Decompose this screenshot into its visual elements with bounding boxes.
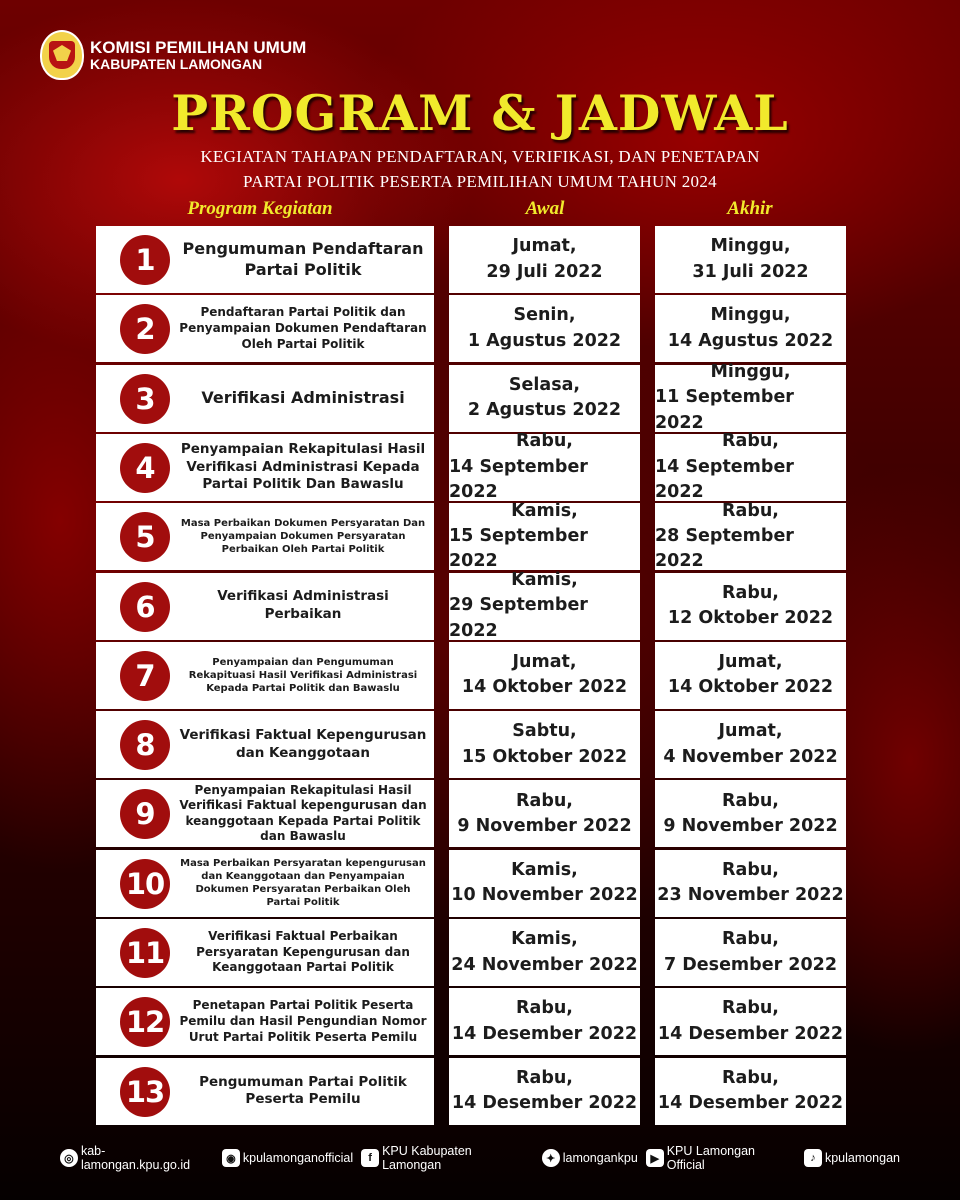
footer-facebook[interactable] (361, 1144, 534, 1172)
org-region: KABUPATEN LAMONGAN (90, 55, 263, 72)
akhir-cell (655, 988, 846, 1055)
awal-cell (449, 500, 640, 572)
akhir-date: 4 November 2022 (663, 746, 838, 767)
akhir-date: 14 Desember 2022 (657, 1023, 844, 1044)
table-row (96, 711, 846, 778)
awal-date: 9 November 2022 (457, 815, 632, 836)
akhir-date: 14 Desember 2022 (657, 1093, 844, 1114)
akhir-cell (655, 1058, 846, 1125)
step-number-badge: 1 (120, 235, 170, 285)
table-row (96, 919, 846, 986)
footer (60, 1144, 900, 1172)
awal-cell (449, 919, 640, 986)
akhir-date: 14 September 2022 (655, 456, 794, 503)
awal-day: Jumat, (512, 236, 577, 257)
awal-date: 15 Oktober 2022 (461, 746, 628, 767)
akhir-date: 12 Oktober 2022 (667, 608, 834, 628)
facebook-icon: f (361, 1149, 379, 1167)
step-number-badge: 5 (120, 512, 170, 562)
akhir-cell (655, 573, 846, 640)
table-row (96, 780, 846, 847)
awal-day: Kamis, (511, 569, 578, 590)
awal-date: 1 Agustus 2022 (467, 330, 622, 351)
step-number-badge: 8 (120, 720, 170, 770)
awal-day: Kamis, (511, 929, 578, 950)
akhir-cell (655, 500, 846, 572)
akhir-date: 9 November 2022 (663, 815, 838, 836)
awal-day: Rabu, (516, 431, 573, 452)
program-cell (96, 503, 434, 570)
footer-twitter[interactable] (542, 1149, 638, 1167)
program-text: Verifikasi Administrasi Perbaikan (217, 588, 389, 622)
program-cell (96, 850, 434, 917)
footer-tiktok[interactable] (804, 1149, 900, 1167)
program-text: Verifikasi Faktual Perbaikan Persyaratan Kepengurusan dan Keanggotaan Partai Politik (196, 929, 410, 975)
awal-date: 29 Juli 2022 (486, 261, 603, 282)
awal-cell (449, 365, 640, 432)
akhir-date: 23 November 2022 (657, 885, 844, 906)
awal-cell (449, 780, 640, 847)
table-row (96, 295, 846, 362)
table-row (96, 226, 846, 293)
step-number-badge: 3 (120, 374, 170, 424)
program-cell (96, 919, 434, 986)
program-text: Pendaftaran Partai Politik dan Penyampaian Dokumen Pendaftaran Oleh Partai Politik (179, 305, 427, 351)
instagram-text: kpulamonganofficial (242, 1151, 354, 1165)
step-number-badge: 2 (120, 304, 170, 354)
akhir-cell (655, 226, 846, 293)
program-cell (96, 434, 434, 501)
table-row (96, 431, 846, 503)
page-title: PROGRAM & JADWAL (171, 84, 789, 142)
akhir-date: 14 Oktober 2022 (667, 677, 834, 698)
program-text: Verifikasi Administrasi (201, 387, 405, 407)
akhir-date: 31 Juli 2022 (692, 261, 809, 282)
table-row (96, 569, 846, 641)
program-cell (96, 642, 434, 709)
akhir-cell (655, 642, 846, 709)
program-text: Penyampaian Rekapitulasi Hasil Verifikasi Faktual kepengurusan dan keanggotaan Kepada Partai Politik dan Bawaslu (179, 782, 427, 844)
awal-date: 14 Desember 2022 (451, 1023, 638, 1044)
awal-day: Rabu, (516, 790, 573, 811)
akhir-cell (655, 362, 846, 433)
awal-cell (449, 642, 640, 709)
akhir-cell (655, 295, 846, 362)
akhir-day: Minggu, (710, 236, 791, 257)
akhir-day: Minggu, (710, 305, 791, 326)
step-number-badge: 7 (120, 651, 170, 701)
akhir-day: Jumat, (718, 651, 783, 672)
step-number-badge: 4 (120, 443, 170, 493)
awal-date: 2 Agustus 2022 (467, 400, 622, 421)
program-cell (96, 780, 434, 847)
awal-cell (449, 431, 640, 503)
footer-website[interactable] (60, 1144, 214, 1172)
table-row (96, 1058, 846, 1125)
awal-date: 14 September 2022 (449, 456, 588, 503)
akhir-cell (655, 850, 846, 917)
awal-day: Sabtu, (512, 721, 577, 742)
akhir-day: Minggu, (710, 362, 791, 383)
akhir-day: Rabu, (722, 582, 779, 603)
footer-youtube[interactable] (646, 1144, 796, 1172)
akhir-day: Rabu, (722, 790, 779, 811)
program-cell (96, 573, 434, 640)
program-text: Penyampaian dan Pengumuman Rekapituasi Hasil Verifikasi Administrasi Kepada Partai Politik dan Bawaslu (188, 656, 418, 694)
subtitle-line2: PARTAI POLITIK PESERTA PEMILIHAN UMUM TAHUN 2024 (243, 172, 717, 191)
instagram-icon: ◉ (222, 1149, 240, 1167)
step-number-badge: 10 (120, 859, 170, 909)
akhir-cell (655, 711, 846, 778)
youtube-text: KPU Lamongan Official (666, 1144, 755, 1172)
awal-cell (449, 295, 640, 362)
awal-date: 14 Desember 2022 (451, 1093, 638, 1114)
akhir-date: 14 Agustus 2022 (667, 330, 834, 351)
website-text: kab-lamongan.kpu.go.id (80, 1144, 191, 1172)
table-row (96, 362, 846, 433)
footer-instagram[interactable] (222, 1149, 353, 1167)
brand (40, 30, 306, 80)
akhir-day: Rabu, (722, 500, 779, 521)
awal-day: Jumat, (512, 651, 577, 672)
table-row (96, 500, 846, 572)
akhir-cell (655, 919, 846, 986)
table-row (96, 642, 846, 709)
awal-day: Rabu, (516, 1067, 573, 1088)
awal-day: Rabu, (516, 998, 573, 1019)
twitter-text: lamongankpu (562, 1151, 638, 1165)
akhir-date: 11 September 2022 (655, 387, 794, 433)
tiktok-text: kpulamongan (824, 1151, 900, 1165)
akhir-date: 7 Desember 2022 (663, 954, 837, 975)
akhir-date: 28 September 2022 (655, 526, 794, 572)
awal-day: Senin, (513, 305, 576, 326)
program-cell (96, 988, 434, 1055)
awal-day: Selasa, (508, 374, 581, 395)
step-number-badge: 6 (120, 582, 170, 632)
awal-day: Kamis, (511, 500, 578, 521)
program-text: Pengumuman Partai Politik Peserta Pemilu (199, 1073, 407, 1108)
org-name: KOMISI PEMILIHAN UMUM (90, 37, 307, 57)
awal-date: 29 September 2022 (449, 595, 588, 641)
program-text: Pengumuman Pendaftaran Partai Politik (182, 238, 424, 279)
subtitle-line1: KEGIATAN TAHAPAN PENDAFTARAN, VERIFIKASI, DAN PENETAPAN (200, 147, 760, 166)
awal-date: 14 Oktober 2022 (461, 677, 628, 698)
twitter-icon: ✦ (542, 1149, 560, 1167)
awal-date: 15 September 2022 (449, 526, 588, 572)
awal-cell (449, 711, 640, 778)
table-row (96, 850, 846, 917)
program-cell (96, 365, 434, 432)
awal-cell (449, 988, 640, 1055)
awal-cell (449, 850, 640, 917)
awal-cell (449, 1058, 640, 1125)
facebook-text: KPU Kabupaten Lamongan (382, 1144, 472, 1172)
column-header-akhir: Akhir (727, 198, 773, 219)
program-cell (96, 295, 434, 362)
brand-text (90, 39, 306, 72)
column-header-awal: Awal (525, 198, 565, 219)
youtube-icon: ▶ (646, 1149, 664, 1167)
table-row (96, 988, 846, 1055)
awal-cell (449, 569, 640, 641)
program-cell (96, 1058, 434, 1125)
step-number-badge: 12 (120, 997, 170, 1047)
akhir-day: Rabu, (722, 998, 779, 1019)
step-number-badge: 11 (120, 928, 170, 978)
program-cell (96, 226, 434, 293)
step-number-badge: 13 (120, 1067, 170, 1117)
step-number-badge: 9 (120, 789, 170, 839)
akhir-day: Rabu, (722, 431, 779, 452)
tiktok-icon: ♪ (804, 1149, 822, 1167)
akhir-cell (655, 780, 846, 847)
program-text: Penyampaian Rekapitulasi Hasil Verifikasi Administrasi Kepada Partai Politik Dan Bawaslu (180, 441, 426, 493)
awal-cell (449, 226, 640, 293)
akhir-cell (655, 431, 846, 503)
awal-date: 24 November 2022 (451, 954, 638, 975)
awal-date: 10 November 2022 (451, 885, 638, 906)
program-cell (96, 711, 434, 778)
program-text: Masa Perbaikan Dokumen Persyaratan Dan Penyampaian Dokumen Persyaratan Perbaikan Oleh Partai Politik (180, 518, 426, 556)
akhir-day: Rabu, (722, 859, 779, 880)
program-text: Masa Perbaikan Persyaratan kepengurusan dan Keanggotaan dan Penyampaian Dokumen Persyaratan Perbaikan Oleh Partai Politik (180, 858, 426, 909)
program-text: Verifikasi Faktual Kepengurusan dan Keanggotaan (179, 727, 427, 761)
globe-icon: ◎ (60, 1149, 78, 1167)
akhir-day: Rabu, (722, 1067, 779, 1088)
awal-day: Kamis, (511, 859, 578, 880)
column-header-program: Program Kegiatan (187, 198, 333, 219)
akhir-day: Rabu, (722, 929, 779, 950)
kpu-logo-icon (40, 30, 84, 80)
program-text: Penetapan Partai Politik Peserta Pemilu dan Hasil Pengundian Nomor Urut Partai Politik Peserta Pemilu (179, 998, 427, 1044)
akhir-day: Jumat, (718, 721, 783, 742)
